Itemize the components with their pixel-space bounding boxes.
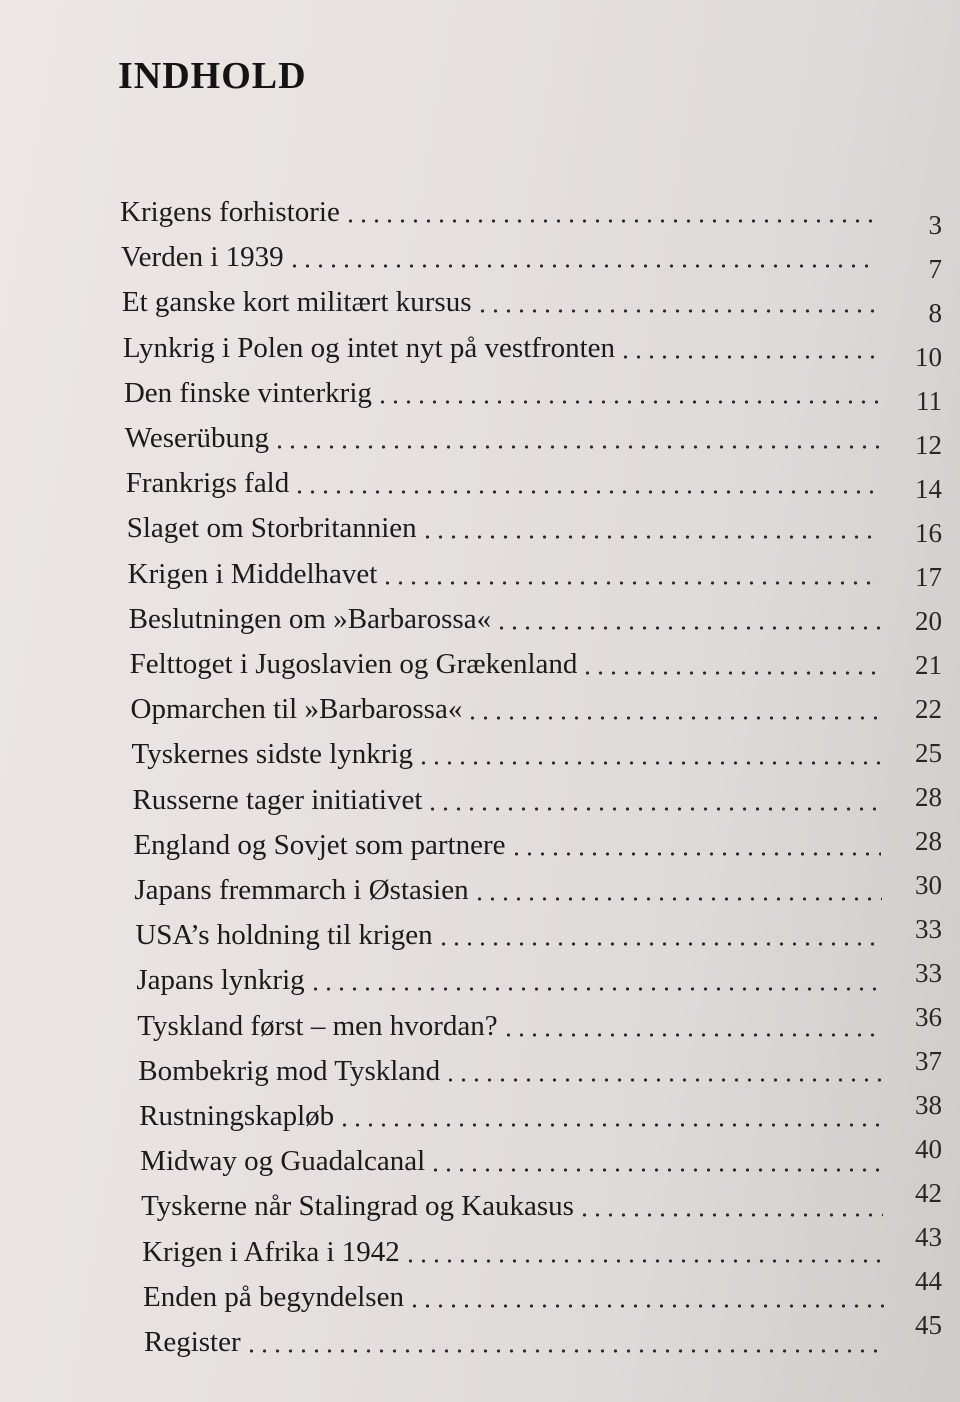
dot-leader [404,1255,884,1267]
toc-entry-page-number: 28 [915,782,942,812]
toc-entry-title: Tyskernes sidste lynkrig [131,738,414,771]
toc-entry-title: Bombekrig mod Tyskland [138,1054,441,1087]
dot-leader [495,622,880,634]
toc-entry-page-number: 28 [915,826,942,856]
dot-leader [437,938,882,950]
toc-entry-page-number: 43 [915,1222,942,1252]
toc-entry [139,1100,883,1140]
dot-leader [578,1209,883,1221]
toc-entry [120,196,878,236]
toc-entry [130,648,881,688]
toc-entry-page-number: 36 [915,1002,942,1032]
toc-entry [127,512,880,552]
toc-entry-title: Den finske vinterkrig [123,376,372,409]
dot-leader [293,486,879,498]
toc-entry [124,377,879,417]
toc-entry-title: Verden i 1939 [120,241,284,274]
toc-entry-title: Felttoget i Jugoslavien og Grækenland [129,648,578,680]
toc-entry-page-number: 21 [915,650,942,680]
page-title: INDHOLD [118,55,307,97]
toc-entry-page-number: 8 [928,298,942,328]
toc-entry [122,286,879,326]
toc-entry-page-number: 30 [915,870,942,900]
toc-entry-page-number: 20 [915,606,942,636]
toc-entry-page-number: 37 [915,1046,942,1076]
dot-leader [473,893,882,905]
toc-entry-title: Frankrigs fald [125,467,290,500]
toc-entry [128,558,880,598]
toc-entry-title: Enden på begyndelsen [143,1280,404,1313]
toc-entry [137,1010,882,1050]
toc-entry-title: Krigen i Middelhavet [127,557,378,590]
dot-leader [344,215,878,227]
toc-entry [142,1236,883,1276]
toc-entry-page-number: 44 [915,1266,942,1296]
toc-entry [141,1190,883,1230]
toc-entry-title: Et ganske kort militært kursus [121,286,472,319]
dot-leader [381,577,880,589]
toc-entry [144,1326,884,1366]
toc-entry-title: Tyskerne når Stalingrad og Kaukasus [141,1190,574,1223]
toc-entry-title: Krigen i Afrika i 1942 [142,1235,400,1268]
toc-entry-title: Japans lynkrig [136,964,305,997]
toc-entry-page-number: 25 [915,738,942,768]
dot-leader [417,757,881,769]
toc-entry-page-number: 14 [915,474,942,504]
toc-entry-title: Rustningskapløb [139,1100,335,1132]
dot-leader [309,983,882,995]
toc-entry-title: Tyskland først – men hvordan? [137,1009,498,1042]
toc-entry-title: Russerne tager initiativet [132,783,423,816]
dot-leader [476,305,879,317]
toc-entry [136,964,882,1004]
toc-entry [138,1055,882,1095]
toc-entry-page-number: 45 [915,1310,942,1340]
toc-entry-page-number: 42 [915,1178,942,1208]
dot-leader [245,1345,884,1357]
toc-entry [125,422,879,462]
toc-entry-page-number: 7 [928,254,942,284]
toc-entry-title: Slaget om Storbritannien [126,512,417,545]
toc-entry [134,874,881,914]
dot-leader [510,848,882,860]
dot-leader [273,441,879,453]
toc-entry-page-number: 11 [916,386,942,416]
toc-entry-title: Register [144,1326,241,1358]
toc-entry-page-number: 38 [915,1090,942,1120]
dot-leader [429,1164,883,1176]
toc-entry-title: Opmarchen til »Barbarossa« [130,693,463,726]
toc-entry [135,919,881,959]
toc-entry-page-number: 22 [915,694,942,724]
toc-entry [123,332,879,372]
dot-leader [581,667,880,679]
toc-entry-title: Midway og Guadalcanal [140,1145,426,1178]
dot-leader [502,1029,883,1041]
toc-entry-title: Japans fremmarch i Østasien [134,874,469,906]
toc-entry [126,467,880,507]
dot-leader [288,260,879,272]
toc-entry-page-number: 33 [915,958,942,988]
toc-entry-title: Beslutningen om »Barbarossa« [128,602,492,635]
toc-entry [143,1281,884,1321]
toc-entry [133,829,881,869]
toc-entry [132,784,881,824]
toc-entry-page-number: 16 [915,518,942,548]
toc-entry-page-number: 40 [915,1134,942,1164]
dot-leader [338,1119,883,1131]
toc-entry-page-number: 33 [915,914,942,944]
dot-leader [444,1074,882,1086]
toc-entry-title: USA’s holdning til krigen [135,919,433,952]
dot-leader [466,712,880,724]
dot-leader [426,803,881,815]
dot-leader [421,531,880,543]
toc-entry-title: England og Sovjet som partnere [133,828,506,861]
toc-entry-page-number: 3 [928,210,942,240]
toc-entry-title: Lynkrig i Polen og intet nyt på vestfronten [122,331,615,364]
toc-entry-page-number: 12 [915,430,942,460]
dot-leader [619,351,879,363]
toc-entry-title: Krigens forhistorie [120,196,340,228]
toc-entry-page-number: 10 [915,342,942,372]
toc-entry [131,693,881,733]
dot-leader [376,396,879,408]
toc-entry [129,603,881,643]
toc-entry [121,241,878,281]
toc-entry [132,738,881,778]
toc-entry-page-number: 17 [915,562,942,592]
toc-entry [140,1145,883,1185]
toc-entry-title: Weserübung [124,422,270,454]
dot-leader [408,1300,884,1312]
